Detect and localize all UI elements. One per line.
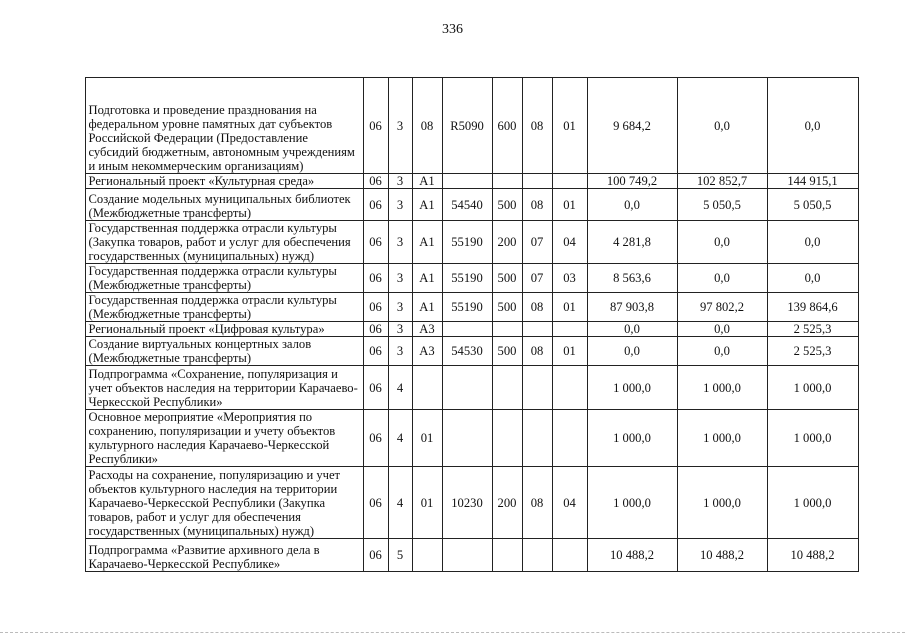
code-expense-type-cell [492, 322, 522, 337]
code-program-cell: 4 [388, 366, 412, 410]
code-section-cell [522, 539, 552, 572]
code-program-cell: 3 [388, 264, 412, 293]
code-subprogram-cell: 08 [412, 78, 442, 174]
code-section-cell: 08 [522, 467, 552, 539]
code-ministry-cell: 06 [363, 293, 388, 322]
amount-year-1-cell: 0,0 [587, 189, 677, 221]
row-margin-cell [58, 221, 85, 264]
row-name-cell: Государственная поддержка отрасли культуры (Межбюджетные трансферты) [85, 293, 363, 322]
code-direction-cell: R5090 [442, 78, 492, 174]
code-expense-type-cell: 500 [492, 264, 522, 293]
amount-year-3-cell: 1 000,0 [767, 467, 858, 539]
code-expense-type-cell [492, 174, 522, 189]
code-ministry-cell: 06 [363, 467, 388, 539]
row-name-cell: Создание модельных муниципальных библиотек (Межбюджетные трансферты) [85, 189, 363, 221]
scan-edge-line [0, 632, 905, 633]
row-name-cell: Расходы на сохранение, популяризацию и учет объектов культурного наследия на территории Карачаево-Черкесской Республики (Закупка товаров, работ и услуг для обеспечения государственных (муниципальных) нужд) [85, 467, 363, 539]
code-subprogram-cell: A3 [412, 322, 442, 337]
code-subsection-cell: 01 [552, 293, 587, 322]
row-name-cell: Подготовка и проведение празднования на федеральном уровне памятных дат субъектов Российской Федерации (Предоставление субсидий бюджетным, автономным учреждениям и иным некоммерческим организациям) [85, 78, 363, 174]
budget-table [58, 77, 859, 572]
amount-year-1-cell: 9 684,2 [587, 78, 677, 174]
code-program-cell: 3 [388, 221, 412, 264]
amount-year-2-cell: 1 000,0 [677, 366, 767, 410]
code-ministry-cell: 06 [363, 410, 388, 467]
code-section-cell: 08 [522, 78, 552, 174]
row-margin-cell [58, 293, 85, 322]
code-program-cell: 3 [388, 293, 412, 322]
code-direction-cell: 55190 [442, 293, 492, 322]
row-margin-cell [58, 174, 85, 189]
amount-year-2-cell: 102 852,7 [677, 174, 767, 189]
code-subprogram-cell: 01 [412, 410, 442, 467]
amount-year-3-cell: 144 915,1 [767, 174, 858, 189]
code-section-cell: 08 [522, 293, 552, 322]
amount-year-1-cell: 10 488,2 [587, 539, 677, 572]
code-program-cell: 5 [388, 539, 412, 572]
budget-table-container [58, 77, 858, 572]
amount-year-1-cell: 4 281,8 [587, 221, 677, 264]
code-expense-type-cell: 500 [492, 337, 522, 366]
amount-year-1-cell: 100 749,2 [587, 174, 677, 189]
code-subsection-cell: 04 [552, 467, 587, 539]
code-subsection-cell [552, 410, 587, 467]
amount-year-3-cell: 2 525,3 [767, 337, 858, 366]
amount-year-3-cell: 1 000,0 [767, 410, 858, 467]
code-program-cell: 4 [388, 410, 412, 467]
amount-year-3-cell: 1 000,0 [767, 366, 858, 410]
code-subsection-cell: 04 [552, 221, 587, 264]
code-expense-type-cell: 600 [492, 78, 522, 174]
code-section-cell: 08 [522, 189, 552, 221]
code-ministry-cell: 06 [363, 78, 388, 174]
amount-year-1-cell: 1 000,0 [587, 467, 677, 539]
row-margin-cell [58, 467, 85, 539]
code-section-cell [522, 410, 552, 467]
amount-year-1-cell: 8 563,6 [587, 264, 677, 293]
code-ministry-cell: 06 [363, 264, 388, 293]
code-subsection-cell [552, 366, 587, 410]
amount-year-1-cell: 0,0 [587, 337, 677, 366]
amount-year-1-cell: 1 000,0 [587, 410, 677, 467]
code-subprogram-cell: 01 [412, 467, 442, 539]
code-subprogram-cell: A1 [412, 189, 442, 221]
table-row [58, 337, 858, 366]
amount-year-2-cell: 1 000,0 [677, 410, 767, 467]
row-name-cell: Подпрограмма «Сохранение, популяризация и учет объектов наследия на территории Карачаево-Черкесской Республики» [85, 366, 363, 410]
row-name-cell: Региональный проект «Культурная среда» [85, 174, 363, 189]
code-direction-cell [442, 322, 492, 337]
table-row [58, 322, 858, 337]
code-section-cell: 07 [522, 264, 552, 293]
code-section-cell [522, 174, 552, 189]
code-direction-cell: 54530 [442, 337, 492, 366]
row-name-cell: Государственная поддержка отрасли культуры (Закупка товаров, работ и услуг для обеспечения государственных (муниципальных) нужд) [85, 221, 363, 264]
row-margin-cell [58, 410, 85, 467]
code-direction-cell: 55190 [442, 221, 492, 264]
code-section-cell [522, 322, 552, 337]
code-expense-type-cell: 500 [492, 293, 522, 322]
row-margin-cell [58, 539, 85, 572]
code-direction-cell: 54540 [442, 189, 492, 221]
table-row [58, 293, 858, 322]
code-subsection-cell: 03 [552, 264, 587, 293]
amount-year-2-cell: 10 488,2 [677, 539, 767, 572]
code-expense-type-cell: 500 [492, 189, 522, 221]
code-subsection-cell: 01 [552, 78, 587, 174]
code-direction-cell: 55190 [442, 264, 492, 293]
row-name-cell: Создание виртуальных концертных залов (Межбюджетные трансферты) [85, 337, 363, 366]
row-name-cell: Подпрограмма «Развитие архивного дела в Карачаево-Черкесской Республике» [85, 539, 363, 572]
table-row [58, 189, 858, 221]
table-row [58, 264, 858, 293]
code-expense-type-cell: 200 [492, 467, 522, 539]
amount-year-3-cell: 0,0 [767, 264, 858, 293]
code-program-cell: 3 [388, 189, 412, 221]
code-program-cell: 4 [388, 467, 412, 539]
amount-year-1-cell: 1 000,0 [587, 366, 677, 410]
amount-year-3-cell: 0,0 [767, 78, 858, 174]
amount-year-2-cell: 0,0 [677, 78, 767, 174]
code-ministry-cell: 06 [363, 322, 388, 337]
amount-year-3-cell: 2 525,3 [767, 322, 858, 337]
code-subsection-cell [552, 174, 587, 189]
code-ministry-cell: 06 [363, 189, 388, 221]
code-direction-cell [442, 539, 492, 572]
row-name-cell: Основное мероприятие «Мероприятия по сохранению, популяризации и учету объектов культурного наследия Карачаево-Черкесской Республики» [85, 410, 363, 467]
table-row [58, 78, 858, 174]
table-row [58, 467, 858, 539]
amount-year-3-cell: 139 864,6 [767, 293, 858, 322]
code-subprogram-cell: A1 [412, 174, 442, 189]
amount-year-2-cell: 0,0 [677, 322, 767, 337]
row-margin-cell [58, 264, 85, 293]
code-program-cell: 3 [388, 78, 412, 174]
row-name-cell: Региональный проект «Цифровая культура» [85, 322, 363, 337]
code-section-cell [522, 366, 552, 410]
amount-year-2-cell: 1 000,0 [677, 467, 767, 539]
code-direction-cell [442, 366, 492, 410]
code-subsection-cell [552, 322, 587, 337]
code-expense-type-cell [492, 410, 522, 467]
table-row [58, 410, 858, 467]
code-expense-type-cell [492, 539, 522, 572]
code-ministry-cell: 06 [363, 221, 388, 264]
amount-year-2-cell: 5 050,5 [677, 189, 767, 221]
row-margin-cell [58, 78, 85, 174]
amount-year-3-cell: 0,0 [767, 221, 858, 264]
amount-year-3-cell: 5 050,5 [767, 189, 858, 221]
code-subprogram-cell: A1 [412, 293, 442, 322]
amount-year-2-cell: 0,0 [677, 264, 767, 293]
amount-year-2-cell: 0,0 [677, 221, 767, 264]
code-direction-cell: 10230 [442, 467, 492, 539]
code-program-cell: 3 [388, 322, 412, 337]
code-expense-type-cell: 200 [492, 221, 522, 264]
code-section-cell: 08 [522, 337, 552, 366]
table-row [58, 221, 858, 264]
row-margin-cell [58, 189, 85, 221]
table-row [58, 174, 858, 189]
code-ministry-cell: 06 [363, 366, 388, 410]
amount-year-3-cell: 10 488,2 [767, 539, 858, 572]
budget-table-body [58, 78, 858, 572]
code-direction-cell [442, 410, 492, 467]
amount-year-1-cell: 0,0 [587, 322, 677, 337]
code-ministry-cell: 06 [363, 337, 388, 366]
code-subprogram-cell [412, 539, 442, 572]
row-margin-cell [58, 322, 85, 337]
code-subsection-cell [552, 539, 587, 572]
code-expense-type-cell [492, 366, 522, 410]
code-ministry-cell: 06 [363, 174, 388, 189]
row-margin-cell [58, 366, 85, 410]
row-margin-cell [58, 337, 85, 366]
code-program-cell: 3 [388, 337, 412, 366]
code-section-cell: 07 [522, 221, 552, 264]
code-ministry-cell: 06 [363, 539, 388, 572]
code-subsection-cell: 01 [552, 337, 587, 366]
code-program-cell: 3 [388, 174, 412, 189]
code-direction-cell [442, 174, 492, 189]
code-subsection-cell: 01 [552, 189, 587, 221]
amount-year-2-cell: 97 802,2 [677, 293, 767, 322]
code-subprogram-cell: A3 [412, 337, 442, 366]
code-subprogram-cell: A1 [412, 264, 442, 293]
amount-year-2-cell: 0,0 [677, 337, 767, 366]
page-number: 336 [442, 22, 463, 37]
code-subprogram-cell: A1 [412, 221, 442, 264]
code-subprogram-cell [412, 366, 442, 410]
amount-year-1-cell: 87 903,8 [587, 293, 677, 322]
row-name-cell: Государственная поддержка отрасли культуры (Межбюджетные трансферты) [85, 264, 363, 293]
table-row [58, 539, 858, 572]
table-row [58, 366, 858, 410]
